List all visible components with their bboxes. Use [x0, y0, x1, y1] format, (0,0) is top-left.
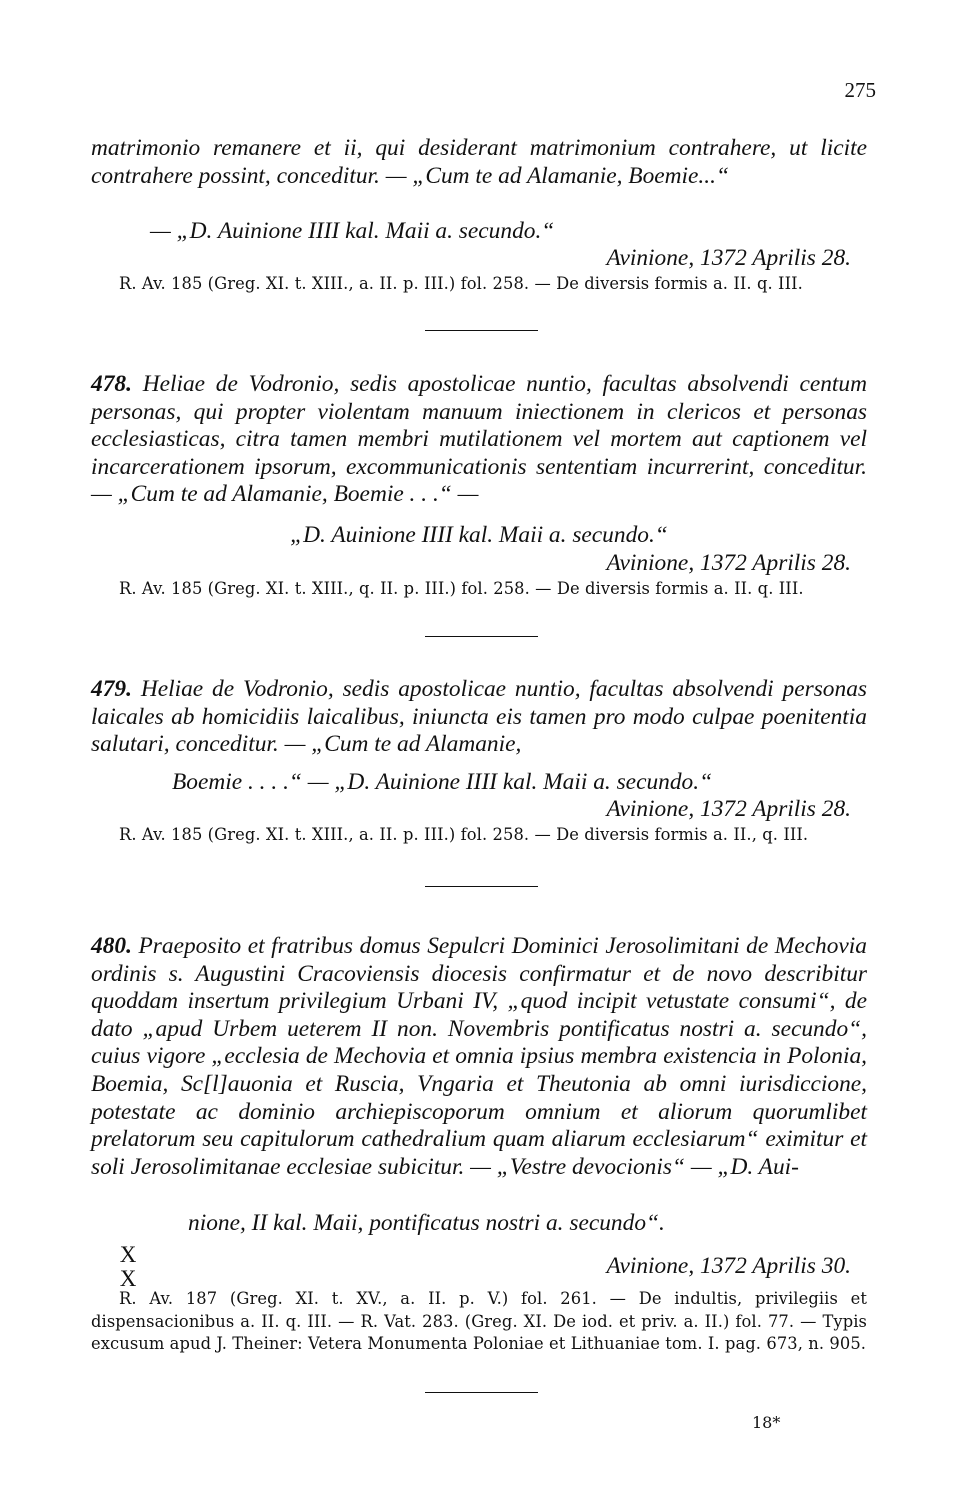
entry-480-incipit: nione, II kal. Maii, pontificatus nostri a. secundo“.	[188, 1210, 665, 1236]
separator-rule	[425, 636, 538, 637]
entry-number: 480.	[91, 933, 132, 959]
collation-mark: X	[119, 1266, 137, 1291]
entry-478-date: Avinione, 1372 Aprilis 28.	[606, 550, 851, 576]
entry-number: 479.	[91, 676, 132, 702]
entry-number: 478.	[91, 371, 132, 397]
entry-479-date: Avinione, 1372 Aprilis 28.	[606, 796, 851, 822]
intro-text: matrimonio remanere et ii, qui desiderant matrimonium contrahere, ut licite contrahere possint, conceditur. — „Cum te ad Alamanie, Boemie...“	[91, 135, 867, 189]
entry-479-incipit: Boemie . . . .“ — „D. Auinione IIII kal. Maii a. secundo.“	[172, 769, 713, 795]
intro-source: R. Av. 185 (Greg. XI. t. XIII., a. II. p. III.) fol. 258. — De diversis formis a. II. q. III.	[119, 274, 803, 293]
entry-478-incipit: „D. Auinione IIII kal. Maii a. secundo.“	[290, 522, 668, 548]
entry-summary: Praeposito et fratribus domus Sepulcri Dominici Jerosolimitani de Mechovia ordinis s. Augustini Cracoviensis diocesis confirmatur et de novo describitur quoddam insertum privilegium Urbani IV, „quod incipit vetustate consumi“, de dato „apud Urbem ueterem II non. Novembris pontificatus nostri a. secundo“, cuius vigore „ecclesia de Mechovia et omnia ipsius membra existencia in Polonia, Boemia, Sc[l]auonia et Ruscia, Vngaria et Theutonia ab omni iurisdiccione, potestate ac dominio archiepiscoporum omnium et aliorum quorumlibet prelatorum seu capitulorum cathedralium quam aliarum ecclesiarum“ eximitur et soli Jerosolimitanae ecclesiae subicitur. — „Vestre devocionis“ — „D. Aui-	[91, 933, 867, 1180]
collation-mark: X	[119, 1242, 137, 1267]
entry-480-source: R. Av. 187 (Greg. XI. t. XV., a. II. p. V.) fol. 261. — De indultis, privilegiis et dispensacionibus a. II. q. III. — R. Vat. 283. (Greg. XI. De iod. et priv. a. II.) fol. 77. — Typis excusum apud J. Theiner: Vetera Monumenta Poloniae et Lithuaniae tom. I. pag. 673, n. 905.	[91, 1289, 867, 1354]
intro-date: Avinione, 1372 Aprilis 28.	[606, 245, 851, 271]
entry-478-source: R. Av. 185 (Greg. XI. t. XIII., q. II. p. III.) fol. 258. — De diversis formis a. II. q. III.	[119, 579, 804, 598]
separator-rule	[425, 1392, 538, 1393]
entry-summary: Heliae de Vodronio, sedis apostolicae nuntio, facultas absolvendi personas laicales ab homicidiis laicalibus, iniuncta eis tamen pro modo culpae poenitentia salutari, conceditur. — „Cum te ad Alamanie,	[91, 676, 867, 758]
entry-summary: Heliae de Vodronio, sedis apostolicae nuntio, facultas absolvendi centum personas, qui propter violentam manuum iniectionem in clericos et personas ecclesiasticas, citra tamen membri mutilationem vel mortem aut captionem vel incarcerationem ipsorum, excommunicationis sententiam incurrerint, conceditur. — „Cum te ad Alamanie, Boemie . . .“ —	[91, 371, 867, 508]
page-number: 275	[844, 78, 876, 102]
entry-480-text	[91, 933, 867, 1181]
signature-mark: 18*	[752, 1413, 781, 1432]
intro-incipit: — „D. Auinione IIII kal. Maii a. secundo.“	[150, 218, 555, 244]
entry-479-text	[91, 676, 867, 759]
entry-479-source: R. Av. 185 (Greg. XI. t. XIII., a. II. p. III.) fol. 258. — De diversis formis a. II., q. III.	[119, 825, 809, 844]
separator-rule	[425, 330, 538, 331]
separator-rule	[425, 886, 538, 887]
entry-480-date: Avinione, 1372 Aprilis 30.	[606, 1253, 851, 1279]
entry-478-text	[91, 371, 867, 509]
